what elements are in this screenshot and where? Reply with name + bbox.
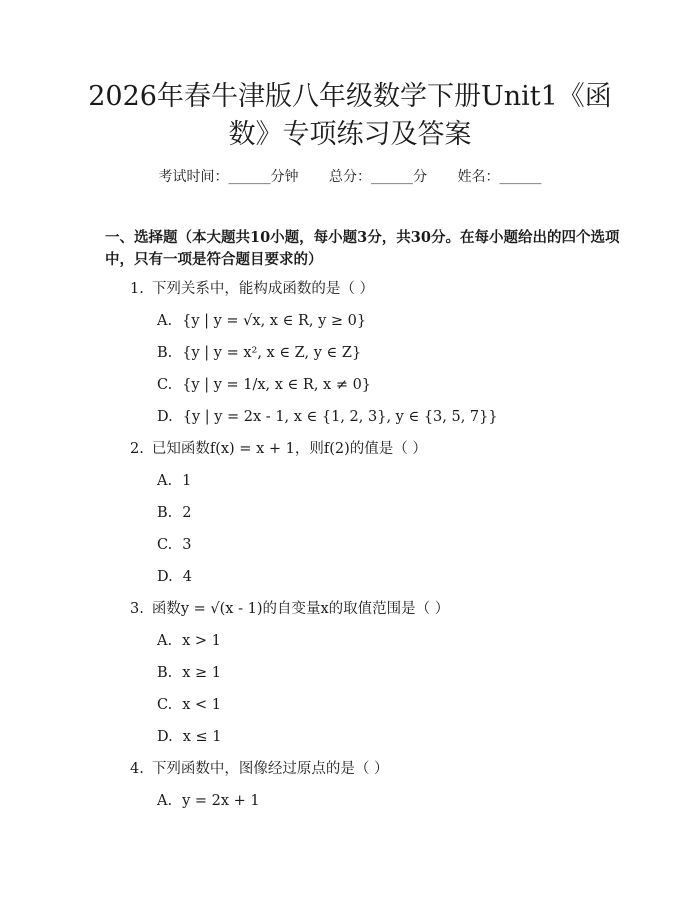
option-text: y = 2x + 1 [182, 793, 260, 809]
option-text: 3 [182, 537, 192, 553]
title-line-2: 数》专项练习及答案 [228, 119, 472, 150]
option-letter: A. [157, 633, 173, 649]
option-text: {y | y = 1/x, x ∈ R, x ≠ 0} [182, 377, 372, 393]
question-4-option-a [157, 791, 260, 811]
question-2-option-a [157, 471, 191, 491]
option-letter: D. [157, 729, 173, 745]
option-text: x > 1 [182, 633, 221, 649]
question-3-option-c [157, 695, 221, 715]
option-text: {y | y = x², x ∈ Z, y ∈ Z} [182, 345, 362, 361]
option-letter: D. [157, 569, 173, 585]
student-name: 姓名：______ [457, 169, 542, 185]
option-text: 2 [182, 505, 192, 521]
option-text: x < 1 [182, 697, 221, 713]
total-score: 总分：______分 [329, 169, 427, 185]
option-letter: B. [157, 505, 173, 521]
question-3-option-d [157, 727, 222, 747]
question-1-option-b [157, 343, 361, 363]
question-stem: 函数y = √(x - 1)的自变量x的取值范围是（ ） [151, 601, 450, 617]
question-1-option-a [157, 311, 366, 331]
question-2-option-c [157, 535, 191, 555]
question-stem: 下列函数中，图像经过原点的是（ ） [151, 761, 389, 777]
option-letter: D. [157, 409, 173, 425]
option-letter: A. [157, 793, 173, 809]
option-text: 4 [182, 569, 192, 585]
question-stem: 已知函数f(x) = x + 1，则f(2)的值是（ ） [151, 441, 427, 457]
question-1 [130, 279, 374, 299]
option-text: 1 [182, 473, 192, 489]
option-text: x ≥ 1 [182, 665, 222, 681]
question-number: 2. [130, 441, 144, 457]
question-number: 3. [130, 601, 144, 617]
question-1-option-c [157, 375, 371, 395]
option-letter: C. [157, 697, 173, 713]
question-3-option-b [157, 663, 221, 683]
question-1-option-d [157, 407, 498, 427]
option-letter: A. [157, 473, 173, 489]
option-text: x ≤ 1 [182, 729, 222, 745]
option-text: {y | y = 2x - 1, x ∈ {1, 2, 3}, y ∈ {3, 5, 7}} [182, 409, 498, 425]
option-letter: C. [157, 537, 173, 553]
question-number: 1. [130, 281, 144, 297]
option-text: {y | y = √x, x ∈ R, y ≥ 0} [182, 313, 367, 329]
exam-time: 考试时间：______分钟 [158, 169, 299, 185]
question-stem: 下列关系中，能构成函数的是（ ） [151, 281, 374, 297]
exam-info-line [0, 166, 700, 188]
question-2-option-d [157, 567, 192, 587]
document-title [60, 78, 640, 154]
question-number: 4. [130, 761, 144, 777]
question-3 [130, 599, 449, 619]
option-letter: B. [157, 665, 173, 681]
section-heading-multiple-choice: 一、选择题（本大题共10小题，每小题3分，共30分。在每小题给出的四个选项中，只有一项是符合题目要求的） [105, 229, 620, 268]
question-2-option-b [157, 503, 192, 523]
question-2 [130, 439, 427, 459]
option-letter: A. [157, 313, 173, 329]
question-3-option-a [157, 631, 221, 651]
option-letter: C. [157, 377, 173, 393]
title-line-1: 2026年春牛津版八年级数学下册Unit1《函 [88, 81, 612, 112]
option-letter: B. [157, 345, 173, 361]
question-4 [130, 759, 388, 779]
